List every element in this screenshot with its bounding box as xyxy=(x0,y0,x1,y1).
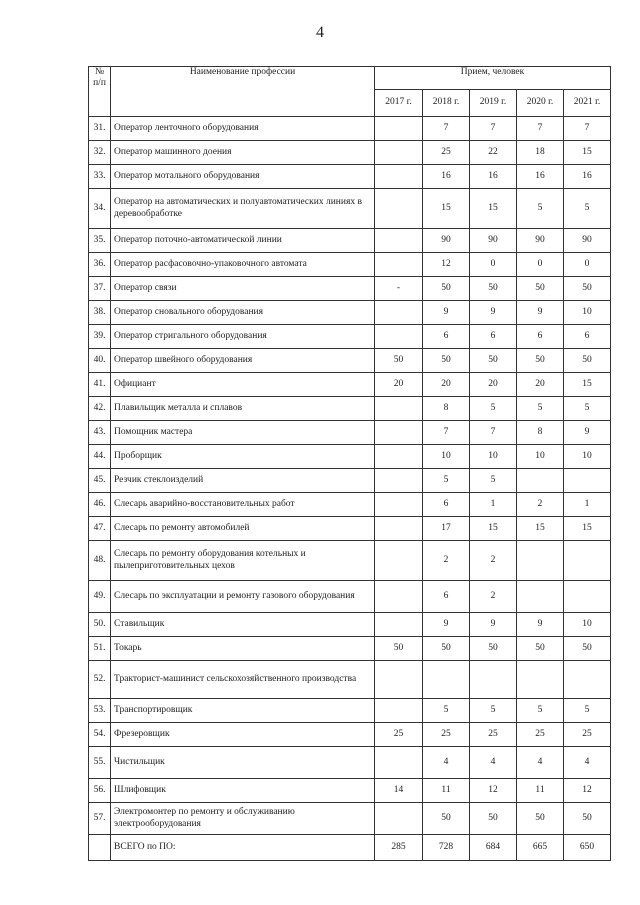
row-number: 39. xyxy=(89,325,111,349)
table-row xyxy=(89,189,611,229)
value-cell: 50 xyxy=(564,637,611,661)
value-cell: 6 xyxy=(423,493,470,517)
value-cell: 9 xyxy=(423,613,470,637)
table-row xyxy=(89,229,611,253)
profession-name: Оператор мотального оборудования xyxy=(111,165,375,189)
value-cell xyxy=(375,581,423,613)
value-cell xyxy=(375,189,423,229)
profession-name: Оператор швейного оборудования xyxy=(111,349,375,373)
value-cell xyxy=(375,253,423,277)
value-cell xyxy=(375,803,423,835)
row-number: 31. xyxy=(89,117,111,141)
value-cell: 4 xyxy=(423,747,470,779)
value-cell: 16 xyxy=(564,165,611,189)
table-row xyxy=(89,723,611,747)
value-cell: 9 xyxy=(517,301,564,325)
value-cell xyxy=(470,661,517,699)
value-cell: 90 xyxy=(564,229,611,253)
value-cell: 50 xyxy=(517,349,564,373)
value-cell: 90 xyxy=(470,229,517,253)
value-cell: 25 xyxy=(423,141,470,165)
value-cell: 15 xyxy=(470,517,517,541)
value-cell: 50 xyxy=(564,349,611,373)
value-cell xyxy=(517,661,564,699)
profession-name: Оператор сновального оборудования xyxy=(111,301,375,325)
profession-name: Плавильщик металла и сплавов xyxy=(111,397,375,421)
total-value: 728 xyxy=(423,835,470,861)
table-row xyxy=(89,637,611,661)
profession-name: Транспортировщик xyxy=(111,699,375,723)
profession-name: Шлифовщик xyxy=(111,779,375,803)
value-cell: 5 xyxy=(564,189,611,229)
value-cell: 11 xyxy=(423,779,470,803)
row-number: 43. xyxy=(89,421,111,445)
value-cell xyxy=(375,325,423,349)
value-cell: 20 xyxy=(375,373,423,397)
profession-name: Резчик стеклоизделий xyxy=(111,469,375,493)
table-row xyxy=(89,301,611,325)
profession-name: Оператор ленточного оборудования xyxy=(111,117,375,141)
value-cell: 17 xyxy=(423,517,470,541)
value-cell: 9 xyxy=(423,301,470,325)
value-cell xyxy=(375,469,423,493)
row-number: 52. xyxy=(89,661,111,699)
professions-table xyxy=(88,66,611,861)
value-cell: 15 xyxy=(564,141,611,165)
row-number: 42. xyxy=(89,397,111,421)
header-year: 2020 г. xyxy=(517,90,564,117)
header-profession-name: Наименование профессии xyxy=(111,67,375,117)
row-number: 45. xyxy=(89,469,111,493)
value-cell: 50 xyxy=(423,637,470,661)
value-cell: 90 xyxy=(517,229,564,253)
profession-name: Слесарь аварийно-восстановительных работ xyxy=(111,493,375,517)
table-row xyxy=(89,541,611,581)
value-cell: 18 xyxy=(517,141,564,165)
value-cell: 5 xyxy=(564,397,611,421)
profession-name: Чистильщик xyxy=(111,747,375,779)
row-number: 35. xyxy=(89,229,111,253)
value-cell: 4 xyxy=(564,747,611,779)
value-cell: 7 xyxy=(517,117,564,141)
row-number: 55. xyxy=(89,747,111,779)
value-cell: 5 xyxy=(517,189,564,229)
value-cell xyxy=(517,581,564,613)
row-number: 54. xyxy=(89,723,111,747)
profession-name: Слесарь по эксплуатации и ремонту газового оборудования xyxy=(111,581,375,613)
value-cell: 50 xyxy=(517,637,564,661)
value-cell: 12 xyxy=(470,779,517,803)
value-cell: 50 xyxy=(375,637,423,661)
value-cell: 9 xyxy=(517,613,564,637)
value-cell xyxy=(375,699,423,723)
value-cell xyxy=(517,469,564,493)
table-row xyxy=(89,445,611,469)
header-number: № п/п xyxy=(89,67,111,117)
profession-name: Электромонтер по ремонту и обслуживанию электрооборудования xyxy=(111,803,375,835)
value-cell: 1 xyxy=(564,493,611,517)
value-cell xyxy=(375,165,423,189)
table-row xyxy=(89,253,611,277)
row-number: 41. xyxy=(89,373,111,397)
value-cell: 7 xyxy=(470,421,517,445)
profession-name: Помощник мастера xyxy=(111,421,375,445)
value-cell: 50 xyxy=(423,277,470,301)
table-row xyxy=(89,469,611,493)
table-row xyxy=(89,325,611,349)
value-cell: 10 xyxy=(470,445,517,469)
value-cell: 5 xyxy=(423,469,470,493)
row-number: 38. xyxy=(89,301,111,325)
profession-name: Токарь xyxy=(111,637,375,661)
value-cell: 2 xyxy=(470,541,517,581)
table-row xyxy=(89,117,611,141)
value-cell: 25 xyxy=(423,723,470,747)
row-number: 49. xyxy=(89,581,111,613)
value-cell: 7 xyxy=(423,117,470,141)
value-cell: 50 xyxy=(423,349,470,373)
value-cell: 10 xyxy=(564,445,611,469)
table-row xyxy=(89,581,611,613)
value-cell: 15 xyxy=(564,373,611,397)
value-cell: 5 xyxy=(517,699,564,723)
value-cell: 6 xyxy=(517,325,564,349)
value-cell: 20 xyxy=(423,373,470,397)
table-row xyxy=(89,277,611,301)
value-cell: 2 xyxy=(470,581,517,613)
table-row xyxy=(89,517,611,541)
value-cell: 2 xyxy=(423,541,470,581)
value-cell: - xyxy=(375,277,423,301)
value-cell: 7 xyxy=(470,117,517,141)
value-cell: 50 xyxy=(375,349,423,373)
value-cell: 5 xyxy=(470,699,517,723)
row-number: 51. xyxy=(89,637,111,661)
value-cell: 50 xyxy=(517,277,564,301)
row-number: 48. xyxy=(89,541,111,581)
header-admission: Прием, человек xyxy=(375,67,611,90)
value-cell xyxy=(375,747,423,779)
value-cell xyxy=(375,661,423,699)
table-row xyxy=(89,747,611,779)
value-cell: 4 xyxy=(470,747,517,779)
value-cell: 15 xyxy=(564,517,611,541)
value-cell: 50 xyxy=(470,803,517,835)
profession-name: Оператор машинного доения xyxy=(111,141,375,165)
value-cell xyxy=(375,445,423,469)
value-cell: 50 xyxy=(470,349,517,373)
row-number: 37. xyxy=(89,277,111,301)
value-cell xyxy=(564,469,611,493)
value-cell xyxy=(375,541,423,581)
header-year: 2017 г. xyxy=(375,90,423,117)
value-cell: 2 xyxy=(517,493,564,517)
value-cell: 5 xyxy=(564,699,611,723)
value-cell: 50 xyxy=(517,803,564,835)
profession-name: Слесарь по ремонту автомобилей xyxy=(111,517,375,541)
value-cell: 0 xyxy=(517,253,564,277)
profession-name: Официант xyxy=(111,373,375,397)
profession-name: Ставильщик xyxy=(111,613,375,637)
table-row xyxy=(89,141,611,165)
row-number: 36. xyxy=(89,253,111,277)
page-number: 4 xyxy=(316,24,324,41)
table-row xyxy=(89,779,611,803)
value-cell xyxy=(375,493,423,517)
value-cell: 10 xyxy=(564,301,611,325)
value-cell: 25 xyxy=(375,723,423,747)
value-cell xyxy=(564,661,611,699)
value-cell xyxy=(564,541,611,581)
value-cell xyxy=(375,613,423,637)
total-row xyxy=(89,835,611,861)
value-cell xyxy=(517,541,564,581)
value-cell: 25 xyxy=(517,723,564,747)
total-label: ВСЕГО по ПО: xyxy=(111,835,375,861)
table-row xyxy=(89,613,611,637)
total-number-cell xyxy=(89,835,111,861)
value-cell: 11 xyxy=(517,779,564,803)
row-number: 56. xyxy=(89,779,111,803)
value-cell: 50 xyxy=(470,277,517,301)
value-cell: 0 xyxy=(470,253,517,277)
value-cell xyxy=(375,397,423,421)
value-cell: 10 xyxy=(423,445,470,469)
value-cell: 90 xyxy=(423,229,470,253)
profession-name: Оператор расфасовочно-упаковочного автомата xyxy=(111,253,375,277)
header-year: 2021 г. xyxy=(564,90,611,117)
value-cell xyxy=(375,517,423,541)
value-cell: 22 xyxy=(470,141,517,165)
table-row xyxy=(89,493,611,517)
value-cell: 4 xyxy=(517,747,564,779)
value-cell xyxy=(375,421,423,445)
value-cell: 50 xyxy=(564,277,611,301)
row-number: 32. xyxy=(89,141,111,165)
value-cell: 1 xyxy=(470,493,517,517)
value-cell xyxy=(375,141,423,165)
value-cell: 7 xyxy=(423,421,470,445)
header-year: 2019 г. xyxy=(470,90,517,117)
value-cell: 12 xyxy=(564,779,611,803)
value-cell: 20 xyxy=(470,373,517,397)
value-cell xyxy=(375,301,423,325)
value-cell: 14 xyxy=(375,779,423,803)
value-cell: 9 xyxy=(470,613,517,637)
value-cell: 12 xyxy=(423,253,470,277)
value-cell: 16 xyxy=(423,165,470,189)
value-cell: 50 xyxy=(423,803,470,835)
header-year: 2018 г. xyxy=(423,90,470,117)
value-cell: 6 xyxy=(423,325,470,349)
table-row xyxy=(89,349,611,373)
value-cell: 5 xyxy=(517,397,564,421)
value-cell: 6 xyxy=(470,325,517,349)
value-cell: 5 xyxy=(470,397,517,421)
value-cell: 10 xyxy=(564,613,611,637)
table-row xyxy=(89,165,611,189)
row-number: 33. xyxy=(89,165,111,189)
total-value: 665 xyxy=(517,835,564,861)
row-number: 46. xyxy=(89,493,111,517)
value-cell: 6 xyxy=(564,325,611,349)
table-row xyxy=(89,421,611,445)
profession-name: Оператор стригального оборудования xyxy=(111,325,375,349)
row-number: 40. xyxy=(89,349,111,373)
value-cell xyxy=(375,117,423,141)
row-number: 34. xyxy=(89,189,111,229)
value-cell: 7 xyxy=(564,117,611,141)
value-cell xyxy=(423,661,470,699)
value-cell: 15 xyxy=(423,189,470,229)
value-cell: 9 xyxy=(564,421,611,445)
value-cell: 8 xyxy=(517,421,564,445)
table-body xyxy=(89,117,611,861)
value-cell: 5 xyxy=(470,469,517,493)
profession-name: Оператор связи xyxy=(111,277,375,301)
table-row xyxy=(89,699,611,723)
table-row xyxy=(89,803,611,835)
profession-name: Слесарь по ремонту оборудования котельных и пылеприготовительных цехов xyxy=(111,541,375,581)
row-number: 53. xyxy=(89,699,111,723)
value-cell: 0 xyxy=(564,253,611,277)
value-cell: 16 xyxy=(470,165,517,189)
profession-name: Фрезеровщик xyxy=(111,723,375,747)
total-value: 684 xyxy=(470,835,517,861)
value-cell: 25 xyxy=(564,723,611,747)
profession-name: Оператор поточно-автоматической линии xyxy=(111,229,375,253)
row-number: 57. xyxy=(89,803,111,835)
row-number: 47. xyxy=(89,517,111,541)
total-value: 285 xyxy=(375,835,423,861)
profession-name: Тракторист-машинист сельскохозяйственного производства xyxy=(111,661,375,699)
value-cell: 15 xyxy=(470,189,517,229)
row-number: 44. xyxy=(89,445,111,469)
value-cell: 6 xyxy=(423,581,470,613)
value-cell: 25 xyxy=(470,723,517,747)
row-number: 50. xyxy=(89,613,111,637)
value-cell: 16 xyxy=(517,165,564,189)
table-row xyxy=(89,661,611,699)
value-cell: 8 xyxy=(423,397,470,421)
profession-name: Оператор на автоматических и полуавтоматических линиях в деревообработке xyxy=(111,189,375,229)
value-cell: 15 xyxy=(517,517,564,541)
total-value: 650 xyxy=(564,835,611,861)
value-cell: 9 xyxy=(470,301,517,325)
value-cell xyxy=(375,229,423,253)
value-cell: 5 xyxy=(423,699,470,723)
value-cell: 50 xyxy=(470,637,517,661)
value-cell xyxy=(564,581,611,613)
value-cell: 20 xyxy=(517,373,564,397)
table-row xyxy=(89,397,611,421)
table-row xyxy=(89,373,611,397)
value-cell: 10 xyxy=(517,445,564,469)
value-cell: 50 xyxy=(564,803,611,835)
profession-name: Проборщик xyxy=(111,445,375,469)
